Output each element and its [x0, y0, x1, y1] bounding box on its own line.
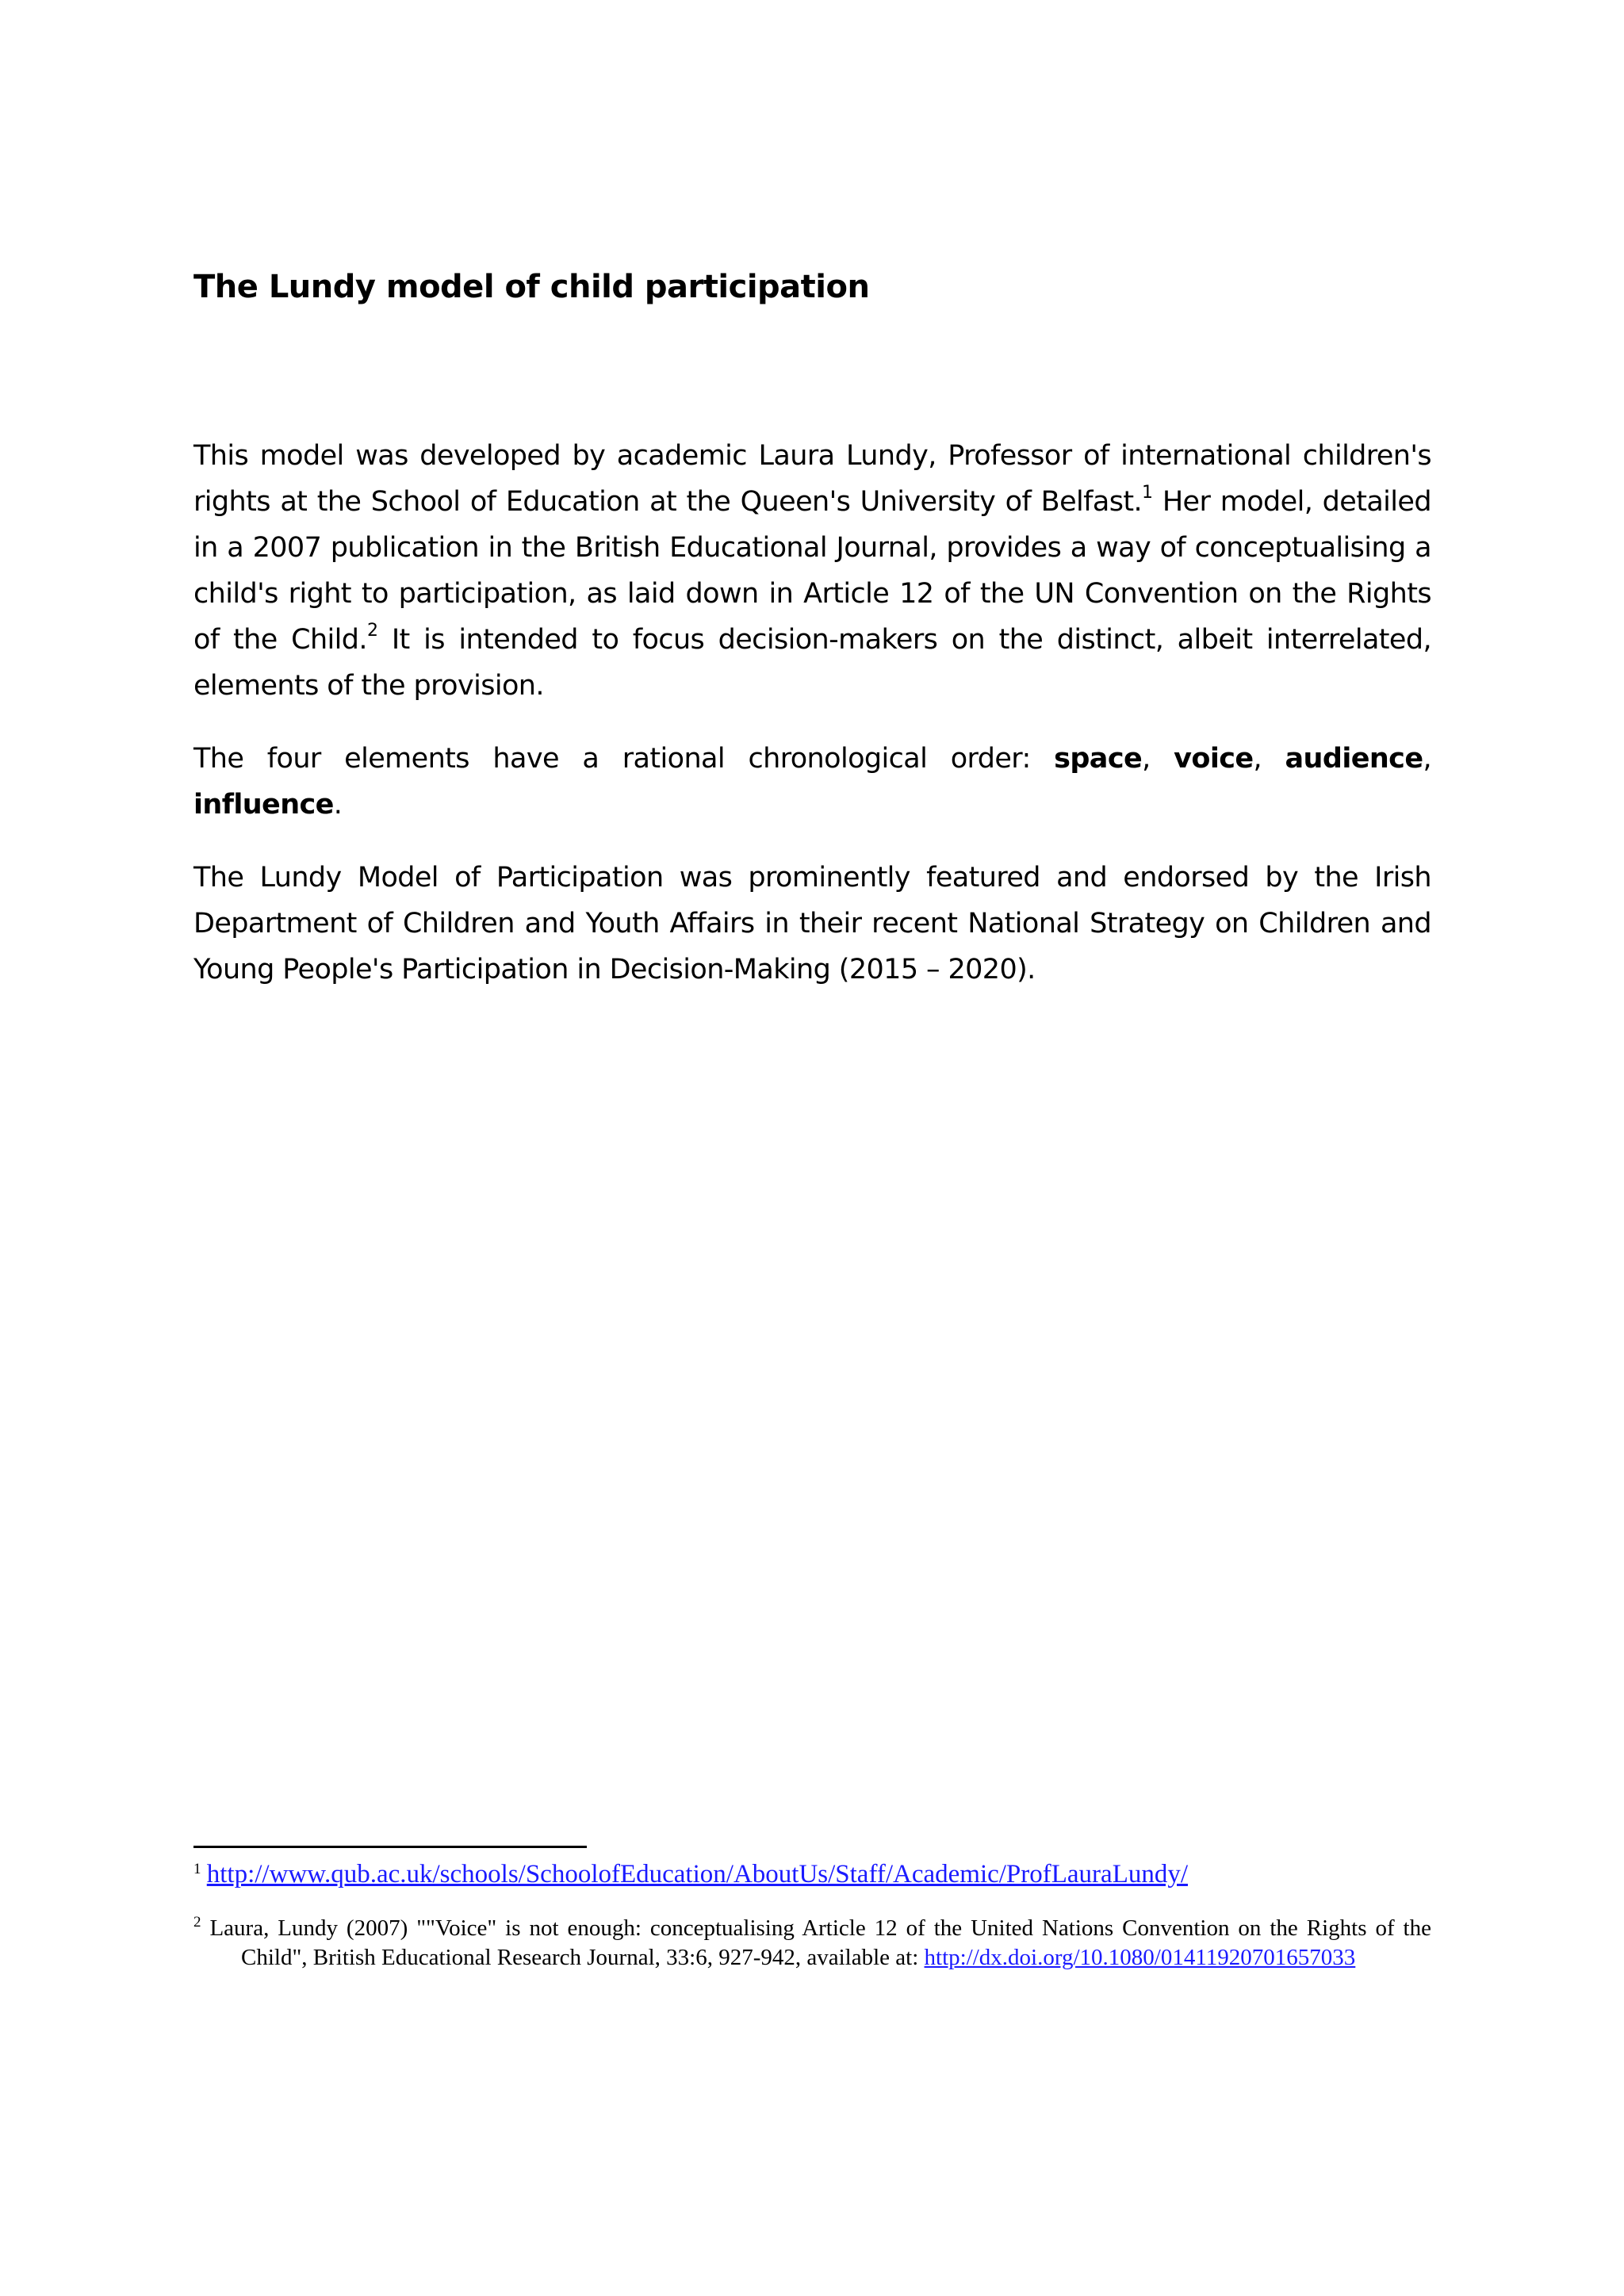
paragraph-endorsement: The Lundy Model of Participation was prominently featured and endorsed by the Irish Department of Children and Youth Affairs in their recent National Strategy on Children and Young People's Participation in Decision-Making (2015 – 2020). — [193, 862, 1431, 985]
element-term: audience — [1285, 743, 1423, 775]
footnote-marker: 1 — [193, 1861, 201, 1877]
separator: , — [1253, 743, 1285, 775]
footnotes — [193, 1860, 1431, 1973]
paragraph-end: . — [333, 789, 343, 821]
body-text — [193, 433, 1431, 993]
separator: , — [1142, 743, 1174, 775]
element-term: influence — [193, 789, 334, 821]
footnote-reference[interactable]: 2 — [366, 621, 378, 641]
paragraph-intro — [193, 433, 1431, 709]
paragraph-elements — [193, 736, 1431, 828]
footnote-reference[interactable]: 1 — [1141, 483, 1153, 503]
footnote-link[interactable]: http://dx.doi.org/10.1080/01411920701657033 — [924, 1945, 1356, 1970]
paragraph-text: The four elements have a rational chronological order: — [193, 743, 1055, 775]
element-term: voice — [1174, 743, 1254, 775]
page-title: The Lundy model of child participation — [193, 269, 870, 305]
footnote-1 — [193, 1860, 1431, 1890]
paragraph-text: It is intended to focus decision-makers on the distinct, albeit interrelated, elements of the provision. — [193, 624, 1431, 702]
separator: , — [1423, 743, 1431, 775]
footnote-link[interactable]: http://www.qub.ac.uk/schools/SchoolofEducation/AboutUs/Staff/Academic/ProfLauraLundy/ — [206, 1860, 1189, 1888]
paragraph-text: This model was developed by academic Laura Lundy, Professor of international children's rights at the School of Education at the Queen's University of Belfast. — [193, 440, 1431, 518]
footnote-marker: 2 — [193, 1914, 201, 1931]
element-term: space — [1054, 743, 1143, 775]
paragraph-text: Her model, detailed in a 2007 publication in the British Educational Journal, provides a way of conceptualising a child's right to participation, as laid down in Article 12 of the UN Convention on the Rights of the Child. — [193, 486, 1431, 656]
footnote-divider — [193, 1846, 587, 1848]
footnote-2 — [193, 1914, 1431, 1973]
footnote-text: Laura, Lundy (2007) ""Voice" is not enough: conceptualising Article 12 of the United Nations Convention on the Rights of the Child", British Educational Research Journal, 33:6, 927-942, available at: — [209, 1915, 1431, 1970]
